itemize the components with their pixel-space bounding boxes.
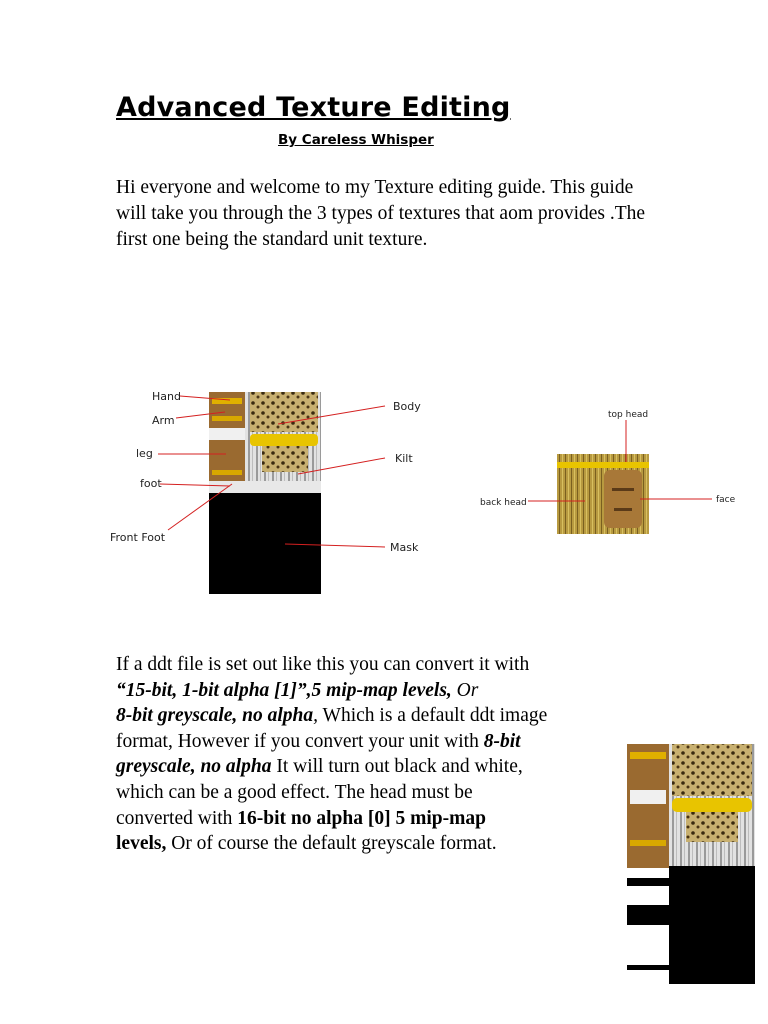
document-byline: By Careless Whisper	[278, 132, 434, 148]
line-2: “15-bit, 1-bit alpha [1]”,5 mip-map levels, Or	[116, 679, 479, 701]
unit-texture-image	[209, 392, 321, 594]
label-front-foot: Front Foot	[110, 531, 166, 544]
label-back-head: back head	[480, 498, 527, 508]
label-body: Body	[393, 400, 421, 413]
greyscale-texture-image	[627, 744, 755, 984]
label-foot: foot	[140, 477, 162, 490]
line-1: If a ddt file is set out like this you can convert it with	[116, 654, 530, 675]
intro-paragraph: Hi everyone and welcome to my Texture editing guide. This guide will take you through the 3 types of textures that aom provides .The first one being the standard unit texture.	[116, 177, 646, 250]
document-title: Advanced Texture Editing	[116, 92, 511, 123]
head-texture-image	[557, 454, 649, 534]
conversion-paragraph	[116, 652, 646, 857]
label-face: face	[716, 495, 736, 505]
label-kilt: Kilt	[395, 452, 413, 465]
label-top-head: top head	[608, 410, 649, 420]
line-8: levels, Or of course the default greyscale format.	[116, 833, 497, 855]
label-mask: Mask	[390, 541, 419, 554]
label-arm: Arm	[152, 414, 175, 427]
line-4: format, However if you convert your unit with 8-bit	[116, 730, 521, 752]
label-hand: Hand	[152, 390, 181, 403]
line-5: greyscale, no alpha It will turn out black and white,	[116, 756, 523, 778]
line-3: 8-bit greyscale, no alpha, Which is a default ddt image	[116, 705, 548, 727]
label-leg: leg	[136, 447, 153, 460]
line-6: which can be a good effect. The head must be	[116, 781, 473, 803]
line-7: converted with 16-bit no alpha [0] 5 mip-map	[116, 807, 486, 829]
